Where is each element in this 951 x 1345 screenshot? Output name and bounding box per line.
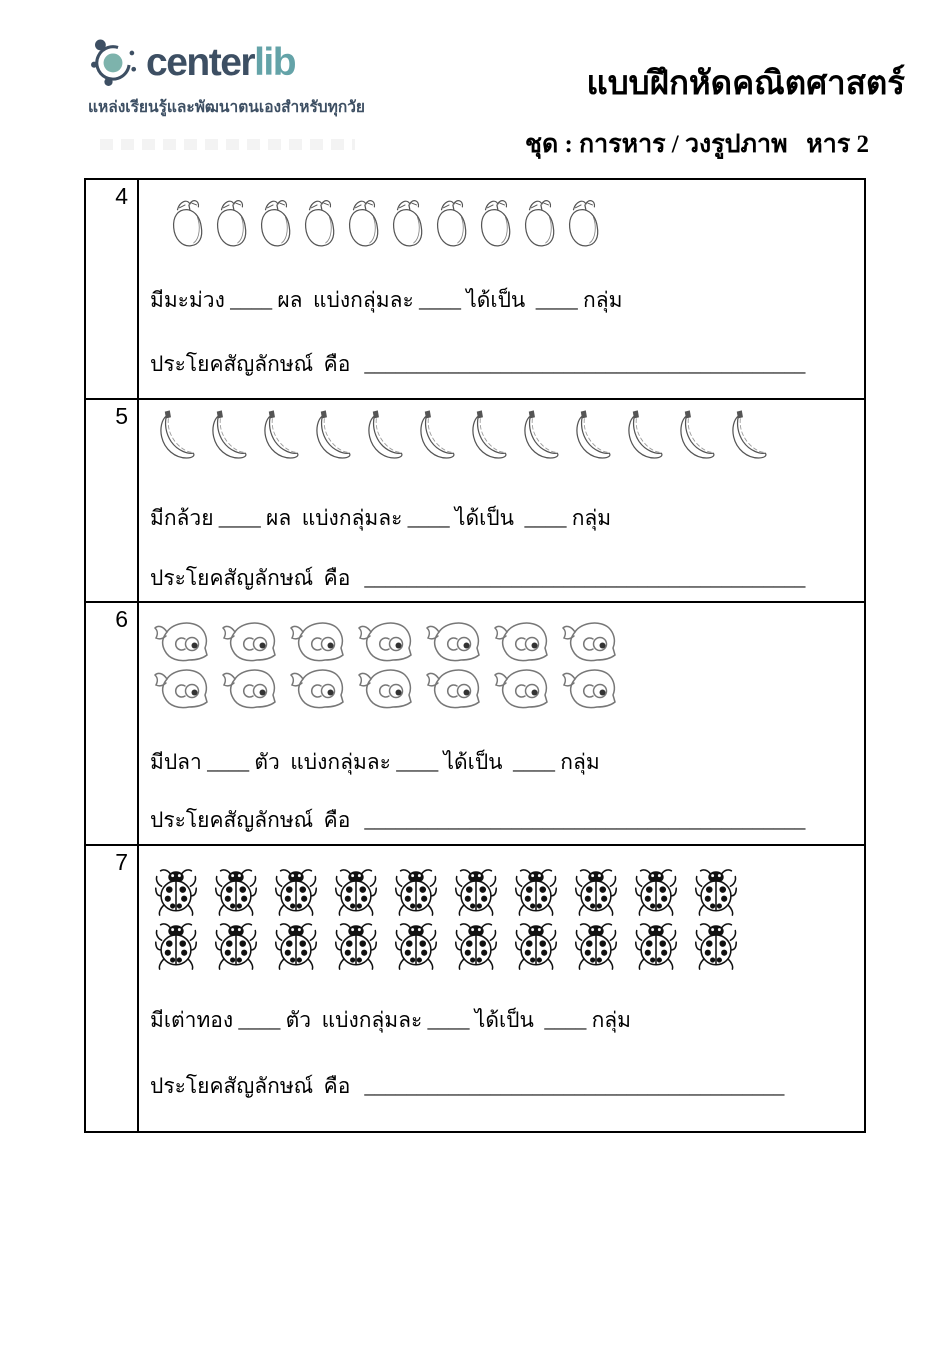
mango-icon [300,196,338,250]
ladybug-icon [454,866,498,918]
ladybug-icon [394,920,438,972]
ladybug-icon [394,866,438,918]
icon-grid [154,866,864,972]
problem-content [139,603,864,844]
page-title: แบบฝึกหัดคณิตศาสตร์ [586,66,905,102]
fish-icon [560,619,618,663]
banana-icon [310,410,354,460]
answer-blank-line: __________________________________________ [364,566,806,591]
ladybug-icon [274,920,318,972]
ladybug-icon [634,866,678,918]
fish-icon [152,666,210,710]
symbol-label: ประโยคสัญลักษณ์ คือ [150,566,351,591]
icon-row [152,619,864,663]
fish-icon [288,619,346,663]
fish-icon [492,666,550,710]
mango-icon [476,196,514,250]
faded-print-artifact [100,139,355,150]
banana-icon [154,410,198,460]
question-text: มีปลา ____ ตัว แบ่งกลุ่มละ ____ ได้เป็น ____ กลุ่ม [150,750,600,774]
ladybug-icon [334,920,378,972]
brand-name [146,40,296,84]
icon-row [154,920,864,972]
ladybug-icon [334,866,378,918]
icon-row [152,666,864,710]
problem-content [139,180,864,398]
problem-number: 4 [86,180,139,398]
fish-icon [424,619,482,663]
mango-icon [256,196,294,250]
banana-icon [258,410,302,460]
icon-grid [168,196,864,250]
ladybug-icon [574,866,618,918]
logo [86,34,365,119]
answer-blank-line: ________________________________________ [364,1074,785,1099]
symbol-label: ประโยคสัญลักษณ์ คือ [150,352,351,377]
fish-icon [220,619,278,663]
problem-row [86,844,864,1133]
question-text: มีเต่าทอง ____ ตัว แบ่งกลุ่มละ ____ ได้เป็น ____ กลุ่ม [150,1008,632,1032]
ladybug-icon [634,920,678,972]
icon-grid [154,410,864,460]
brand-secondary: lib [254,40,296,84]
banana-icon [622,410,666,460]
problem-row [86,398,864,601]
fish-icon [492,619,550,663]
symbol-sentence [150,564,864,592]
mango-icon [212,196,250,250]
fish-icon [356,666,414,710]
mango-icon [168,196,206,250]
ladybug-icon [514,920,558,972]
ladybug-icon [274,866,318,918]
ladybug-icon [454,920,498,972]
problem-content [139,400,864,601]
banana-icon [674,410,718,460]
answer-blank-line: __________________________________________ [364,808,806,833]
fish-icon [220,666,278,710]
symbol-label: ประโยคสัญลักษณ์ คือ [150,1074,351,1099]
mango-icon [344,196,382,250]
problem-row [86,180,864,398]
symbol-label: ประโยคสัญลักษณ์ คือ [150,808,351,833]
banana-icon [466,410,510,460]
problem-number: 7 [86,846,139,1133]
icon-row [154,410,864,460]
banana-icon [726,410,770,460]
banana-icon [518,410,562,460]
ladybug-icon [514,866,558,918]
ladybug-icon [214,920,258,972]
problem-content [139,846,864,1133]
fish-icon [424,666,482,710]
symbol-sentence [150,350,864,378]
question-text: มีมะม่วง ____ ผล แบ่งกลุ่มละ ____ ได้เป็น ____ กลุ่ม [150,288,623,312]
mango-icon [388,196,426,250]
ladybug-icon [154,920,198,972]
banana-icon [206,410,250,460]
centerlib-logo-icon [86,34,140,90]
banana-icon [570,410,614,460]
icon-row [168,196,864,250]
answer-blank-line: __________________________________________ [364,352,806,377]
page-subtitle: ชุด : การหาร / วงรูปภาพ หาร 2 [524,131,869,158]
ladybug-icon [694,920,738,972]
fish-icon [152,619,210,663]
icon-grid [152,619,864,710]
brand-primary: center [146,40,255,84]
problem-number: 6 [86,603,139,844]
problem-row [86,601,864,844]
mango-icon [432,196,470,250]
symbol-sentence [150,806,864,834]
ladybug-icon [154,866,198,918]
mango-icon [564,196,602,250]
problem-number: 5 [86,400,139,601]
fish-icon [288,666,346,710]
ladybug-icon [574,920,618,972]
worksheet-table [84,178,866,1133]
banana-icon [362,410,406,460]
fish-icon [560,666,618,710]
banana-icon [414,410,458,460]
symbol-sentence [150,1072,864,1100]
logo-tagline: แหล่งเรียนรู้และพัฒนาตนเองสำหรับทุกวัย [88,99,366,116]
icon-row [154,866,864,918]
mango-icon [520,196,558,250]
fish-icon [356,619,414,663]
question-text: มีกล้วย ____ ผล แบ่งกลุ่มละ ____ ได้เป็น ____ กลุ่ม [150,506,612,530]
ladybug-icon [214,866,258,918]
ladybug-icon [694,866,738,918]
